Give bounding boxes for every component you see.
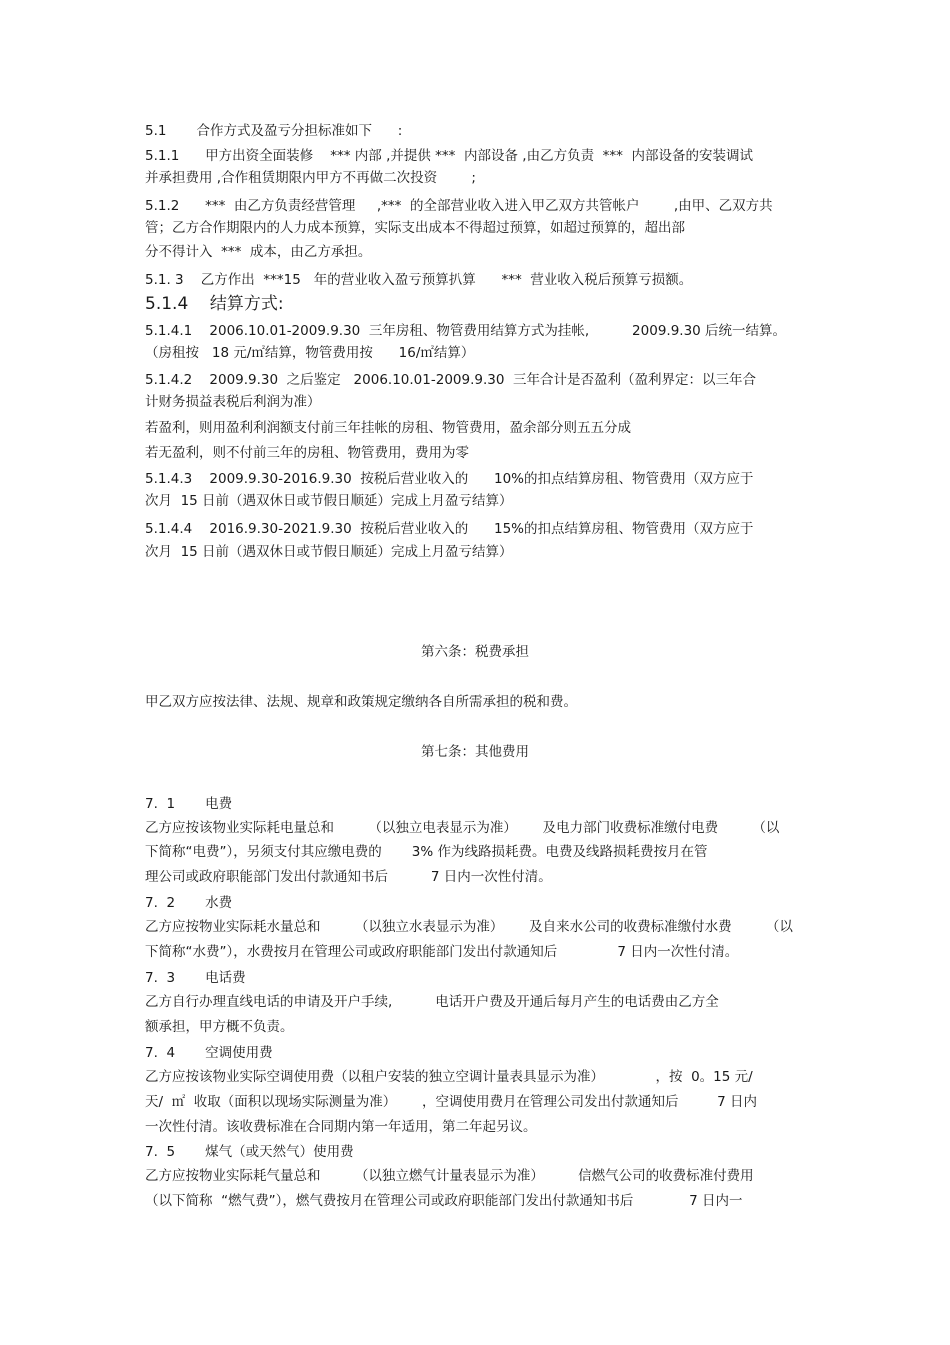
clause-5-1-4-2-cont: 计财务损益表税后利润为准） — [145, 394, 321, 410]
no-profit-case: 若无盈利，则不付前三年的房租、物管费用，费用为零 — [145, 445, 469, 461]
clause-7-4-heading: 7. 4 空调使用费 — [145, 1045, 273, 1061]
clause-5-1-4-4-cont: 次月 15 日前（遇双休日或节假日顺延）完成上月盈亏结算） — [145, 544, 513, 560]
clause-7-1-text-1: 乙方应按该物业实际耗电量总和 （以独立电表显示为准） 及电力部门收费标准缴付电费 （以 — [145, 820, 780, 836]
clause-5-1-4-4: 5.1.4.4 2016.9.30-2021.9.30 按税后营业收入的 15%的扣点结算房租、物管费用（双方应于 — [145, 521, 754, 537]
article-6-text: 甲乙双方应按法律、法规、规章和政策规定缴纳各自所需承担的税和费。 — [145, 694, 577, 710]
clause-7-1-heading: 7. 1 电费 — [145, 796, 233, 812]
clause-5-1-2-cont: 管；乙方合作期限内的人力成本预算，实际支出成本不得超过预算，如超过预算的，超出部 — [145, 220, 685, 236]
clause-5-1-4-heading: 5.1.4 结算方式: — [145, 294, 284, 314]
clause-5-1-4-3-cont: 次月 15 日前（遇双休日或节假日顺延）完成上月盈亏结算） — [145, 493, 513, 509]
clause-5-1-2: 5.1.2 *** 由乙方负责经营管理 ,*** 的全部营业收入进入甲乙双方共管帐户 ,由甲、乙双方共 — [145, 198, 773, 214]
clause-7-5-text-2: （以下简称 “燃气费”），燃气费按月在管理公司或政府职能部门发出付款通知书后 7 日内一 — [145, 1193, 743, 1209]
clause-5-1: 5.1 合作方式及盈亏分担标准如下 : — [145, 123, 403, 139]
clause-7-1-text-2: 下简称“电费”），另须支付其应缴电费的 3% 作为线路损耗费。电费及线路损耗费按月在管 — [145, 844, 708, 860]
clause-5-1-4-1-cont: （房租按 18 元/㎡结算，物管费用按 16/㎡结算） — [145, 345, 475, 361]
clause-5-1-4-3: 5.1.4.3 2009.9.30-2016.9.30 按税后营业收入的 10%的扣点结算房租、物管费用（双方应于 — [145, 471, 754, 487]
clause-7-1-text-3: 理公司或政府职能部门发出付款通知书后 7 日内一次性付清。 — [145, 869, 552, 885]
clause-7-5-heading: 7. 5 煤气（或天然气）使用费 — [145, 1144, 354, 1160]
clause-7-3-text-1: 乙方自行办理直线电话的申请及开户手续, 电话开户费及开通后每月产生的电话费由乙方全 — [145, 994, 719, 1010]
clause-5-1-4-1: 5.1.4.1 2006.10.01-2009.9.30 三年房租、物管费用结算方式为挂帐, 2009.9.30 后统一结算。 — [145, 323, 787, 339]
clause-7-5-text-1: 乙方应按物业实际耗气量总和 （以独立燃气计量表显示为准） 信燃气公司的收费标准付费用 — [145, 1168, 754, 1184]
clause-7-4-text-2: 天/ ㎡ 收取（面积以现场实际测量为准） ，空调使用费月在管理公司发出付款通知后 7 日内 — [145, 1094, 757, 1110]
clause-5-1-1: 5.1.1 甲方出资全面装修 *** 内部 ,并提供 *** 内部设备 ,由乙方负责 *** 内部设备的安装调试 — [145, 148, 754, 164]
clause-7-2-heading: 7. 2 水费 — [145, 895, 233, 911]
article-7-heading: 第七条：其他费用 — [421, 744, 529, 760]
clause-5-1-4-2: 5.1.4.2 2009.9.30 之后鉴定 2006.10.01-2009.9.30 三年合计是否盈利（盈利界定：以三年合 — [145, 372, 757, 388]
clause-5-1-3: 5.1. 3 乙方作出 ***15 年的营业收入盈亏预算扒算 *** 营业收入税后预算亏损额。 — [145, 272, 693, 288]
clause-7-4-text-1: 乙方应按该物业实际空调使用费（以租户安装的独立空调计量表具显示为准） ，按 0。15 元/ — [145, 1069, 753, 1085]
clause-7-4-text-3: 一次性付清。该收费标准在合同期内第一年适用，第二年起另议。 — [145, 1119, 537, 1135]
clause-7-3-text-2: 额承担，甲方概不负责。 — [145, 1019, 294, 1035]
clause-5-1-2-cont2: 分不得计入 *** 成本，由乙方承担。 — [145, 244, 372, 260]
article-6-heading: 第六条：税费承担 — [421, 644, 529, 660]
clause-5-1-1-cont: 并承担费用 ,合作租赁期限内甲方不再做二次投资 ; — [145, 170, 476, 186]
clause-7-2-text-2: 下简称“水费”），水费按月在管理公司或政府职能部门发出付款通知后 7 日内一次性付清。 — [145, 944, 739, 960]
profit-case: 若盈利，则用盈利利润额支付前三年挂帐的房租、物管费用，盈余部分则五五分成 — [145, 420, 631, 436]
clause-7-2-text-1: 乙方应按物业实际耗水量总和 （以独立水表显示为准） 及自来水公司的收费标准缴付水费 （以 — [145, 919, 793, 935]
clause-7-3-heading: 7. 3 电话费 — [145, 970, 246, 986]
